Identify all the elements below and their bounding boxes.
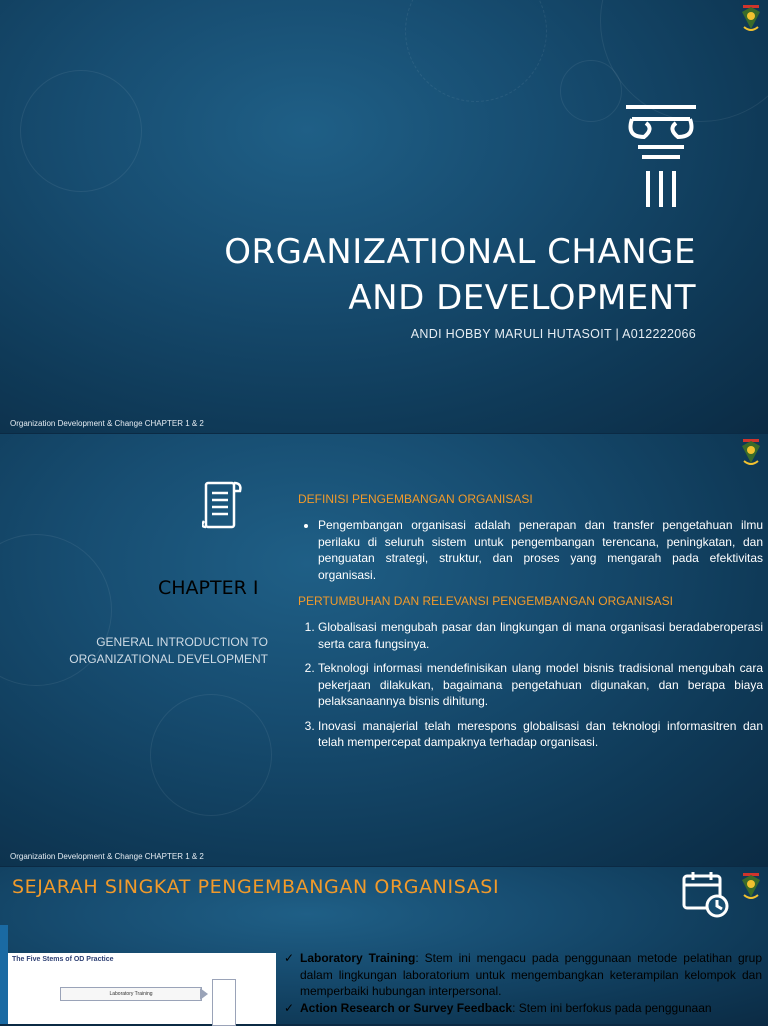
ionic-column-icon [622, 103, 700, 209]
slide-title [0, 0, 768, 433]
accent-stripe [0, 925, 8, 1024]
list-item: 3. Inovasi manajerial telah merespons globalisasi dan teknologi informasitren dan telah mempercepat dampaknya terhadap organisasi. [318, 718, 763, 751]
diagram-bar-laboratory-training: Laboratory Training [60, 987, 202, 1001]
section-heading-pertumbuhan: PERTUMBUHAN DAN RELEVANSI PENGEMBANGAN ORGANISASI [298, 594, 673, 608]
presentation-title-line1: ORGANIZATIONAL CHANGE [224, 232, 696, 272]
checkmark-icon: ✓ [284, 1000, 295, 1015]
author-subtitle: ANDI HOBBY MARULI HUTASOIT | A012222066 [410, 327, 696, 341]
history-checklist [284, 950, 762, 1016]
list-item [284, 950, 762, 1000]
university-emblem-icon [740, 871, 762, 901]
list-item: 1. Globalisasi mengubah pasar dan lingkungan di mana organisasi beradaberoperasi serta cara fungsinya. [318, 619, 763, 652]
diagram-arrow [200, 988, 208, 1000]
diagram-box [212, 979, 236, 1026]
chapter-subheading: GENERAL INTRODUCTION TO ORGANIZATIONAL DEVELOPMENT [69, 635, 268, 666]
definition-text [298, 517, 763, 591]
university-emblem-icon [740, 3, 762, 33]
university-emblem-icon [740, 437, 762, 467]
item-label: Action Research or Survey Feedback [300, 1000, 513, 1015]
chapter-heading: CHAPTER I [158, 577, 259, 599]
history-title: SEJARAH SINGKAT PENGEMBANGAN ORGANISASI [12, 876, 500, 898]
checkmark-icon: ✓ [284, 951, 295, 965]
item-text: : Stem ini mengacu pada penggunaan metode pelatihan grup dalam lingkungan laboratorium untuk mengembangkan keterampilan kelompok dan memperbaiki hubungan interpersonal. [300, 951, 762, 998]
item-text: : Stem ini berfokus pada penggunaan [512, 1000, 712, 1015]
list-item [284, 1000, 762, 1017]
slide-footer: Organization Development & Change CHAPTER 1 & 2 [10, 419, 204, 428]
od-stems-diagram-thumbnail [8, 953, 276, 1024]
section-heading-definisi: DEFINISI PENGEMBANGAN ORGANISASI [298, 492, 533, 506]
scroll-document-icon [202, 479, 244, 531]
diagram-title: The Five Stems of OD Practice [12, 956, 114, 963]
item-label: Laboratory Training [300, 951, 416, 965]
growth-list [298, 619, 763, 759]
slide-footer: Organization Development & Change CHAPTER 1 & 2 [10, 852, 204, 861]
presentation-title-line2: AND DEVELOPMENT [348, 278, 696, 318]
calendar-clock-icon [681, 870, 731, 918]
definition-bullet: • Pengembangan organisasi adalah penerapan dan transfer pengetahuan ilmu perilaku di seluruh sistem untuk pengembangan terencana, peningkatan, dan penguatan strategi, struktur, dan proses yang mengarah pada efektivitas organisasi. [318, 517, 763, 583]
list-item: 2. Teknologi informasi mendefinisikan ulang model bisnis tradisional mengubah cara pekerjaan dilakukan, bagaimana pengetahuan digunakan, dan berapa biaya pelaksanaannya bisnis dihitung. [318, 660, 763, 710]
